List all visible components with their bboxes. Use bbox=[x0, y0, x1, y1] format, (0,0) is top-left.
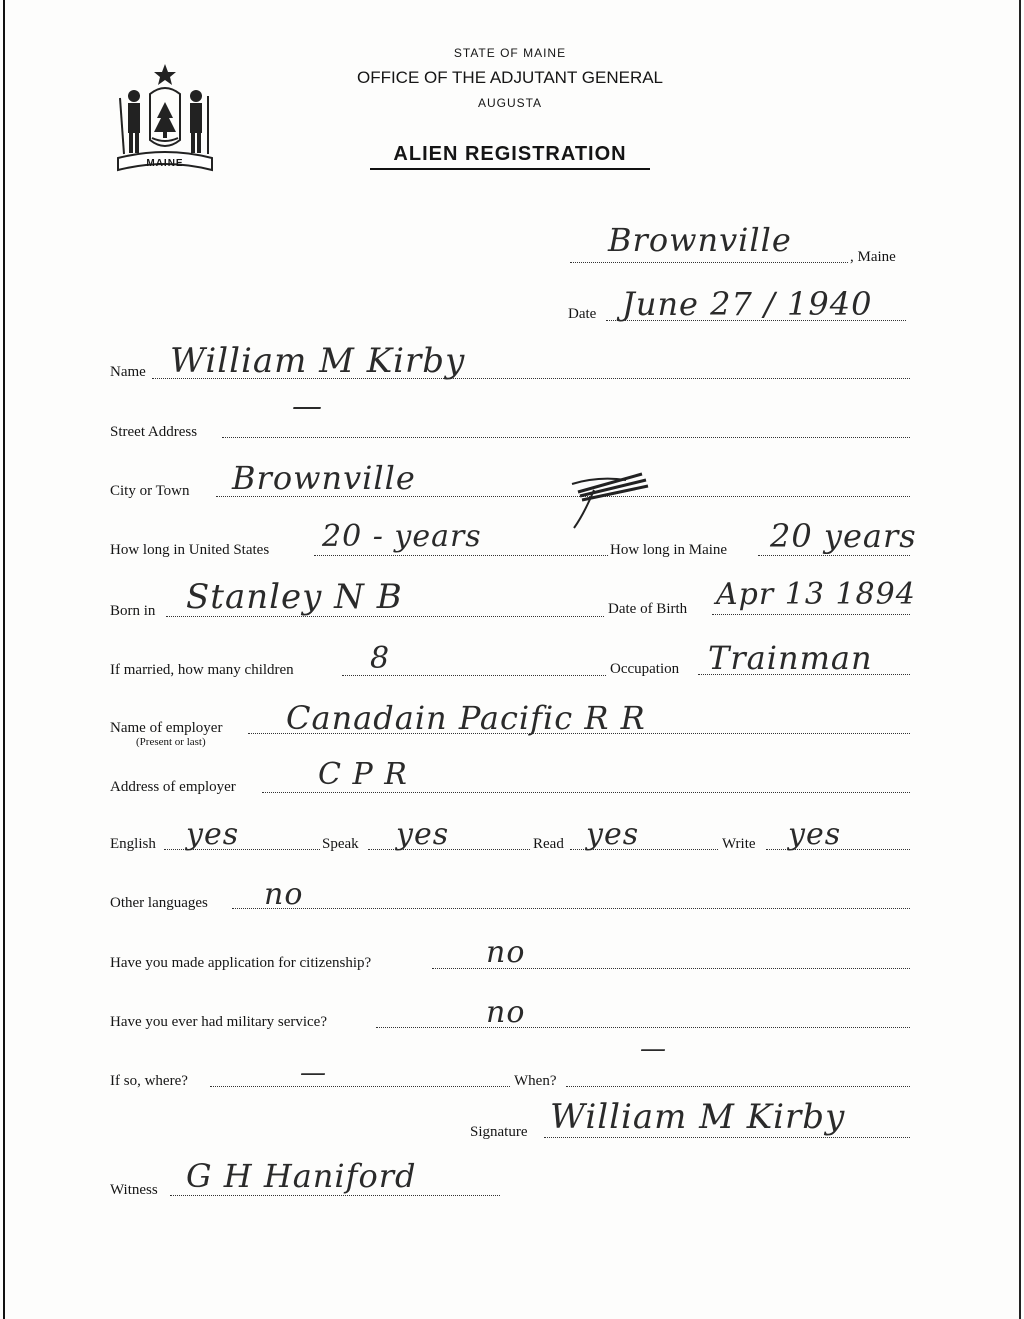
when-entry: — bbox=[640, 1034, 667, 1064]
when-label: When? bbox=[514, 1073, 557, 1089]
employer-note: (Present or last) bbox=[136, 736, 206, 748]
married-children-label: If married, how many children bbox=[110, 662, 294, 678]
military-entry: no bbox=[486, 995, 526, 1030]
speak-label: Speak bbox=[322, 836, 359, 852]
other-languages-label: Other languages bbox=[110, 895, 208, 911]
town-line bbox=[570, 262, 848, 263]
how-long-maine-label: How long in Maine bbox=[610, 542, 728, 558]
city-or-town-label: City or Town bbox=[110, 483, 190, 499]
employer-name-entry: Canadain Pacific R R bbox=[286, 699, 646, 737]
other-languages-line bbox=[232, 908, 910, 909]
state-heading: STATE OF MAINE bbox=[453, 46, 567, 60]
city-or-town-entry: Brownville bbox=[232, 459, 416, 497]
children-entry: 8 bbox=[370, 641, 391, 676]
date-of-birth-label: Date of Birth bbox=[608, 601, 688, 617]
seal-ribbon-text: MAINE bbox=[146, 158, 184, 169]
city-heading: AUGUSTA bbox=[477, 96, 543, 110]
speak-entry: yes bbox=[396, 817, 450, 852]
born-in-entry: Stanley N B bbox=[186, 577, 403, 617]
town-entry: Brownville bbox=[608, 221, 792, 259]
military-line bbox=[376, 1027, 910, 1028]
name-label: Name bbox=[110, 364, 146, 380]
street-address-line bbox=[222, 437, 910, 438]
office-heading: OFFICE OF THE ADJUTANT GENERAL bbox=[356, 68, 664, 87]
how-long-us-line bbox=[314, 555, 608, 556]
state-seal bbox=[108, 58, 222, 186]
employer-name-label: Name of employer bbox=[110, 720, 223, 736]
street-address-entry: — bbox=[292, 389, 323, 424]
how-long-us-label: How long in United States bbox=[110, 542, 270, 558]
occupation-entry: Trainman bbox=[708, 639, 873, 677]
form-title: ALIEN REGISTRATION bbox=[393, 143, 627, 165]
witness-line bbox=[170, 1195, 500, 1196]
when-line bbox=[566, 1086, 910, 1087]
how-long-us-entry: 20 - years bbox=[322, 519, 482, 554]
write-label: Write bbox=[722, 836, 756, 852]
scribble-mark bbox=[568, 470, 658, 530]
born-in-label: Born in bbox=[110, 603, 156, 619]
date-of-birth-entry: Apr 13 1894 bbox=[716, 577, 916, 612]
military-label: Have you ever had military service? bbox=[110, 1014, 327, 1030]
signature-label: Signature bbox=[470, 1124, 528, 1140]
where-line bbox=[210, 1086, 510, 1087]
witness-entry: G H Haniford bbox=[186, 1157, 417, 1195]
english-entry: yes bbox=[186, 817, 240, 852]
where-entry: — bbox=[300, 1058, 327, 1088]
date-label: Date bbox=[568, 306, 597, 322]
date-entry: June 27 / 1940 bbox=[622, 285, 873, 323]
title-underline bbox=[370, 168, 650, 170]
name-entry: William M Kirby bbox=[170, 341, 466, 381]
date-of-birth-line bbox=[712, 614, 910, 615]
employer-address-label: Address of employer bbox=[110, 779, 236, 795]
english-label: English bbox=[110, 836, 156, 852]
employer-address-entry: C P R bbox=[318, 757, 408, 792]
other-languages-entry: no bbox=[264, 877, 304, 912]
signature-entry: William M Kirby bbox=[550, 1097, 846, 1137]
if-so-where-label: If so, where? bbox=[110, 1073, 188, 1089]
street-address-label: Street Address bbox=[110, 424, 198, 440]
occupation-label: Occupation bbox=[610, 661, 680, 677]
read-label: Read bbox=[533, 836, 564, 852]
how-long-maine-line bbox=[758, 555, 910, 556]
citizenship-entry: no bbox=[486, 935, 526, 970]
how-long-maine-entry: 20 years bbox=[770, 517, 917, 555]
read-entry: yes bbox=[586, 817, 640, 852]
maine-label: , Maine bbox=[850, 249, 896, 265]
employer-address-line bbox=[262, 792, 910, 793]
citizenship-label: Have you made application for citizenship? bbox=[110, 955, 372, 971]
signature-line bbox=[544, 1137, 910, 1138]
write-entry: yes bbox=[788, 817, 842, 852]
witness-label: Witness bbox=[110, 1182, 158, 1198]
